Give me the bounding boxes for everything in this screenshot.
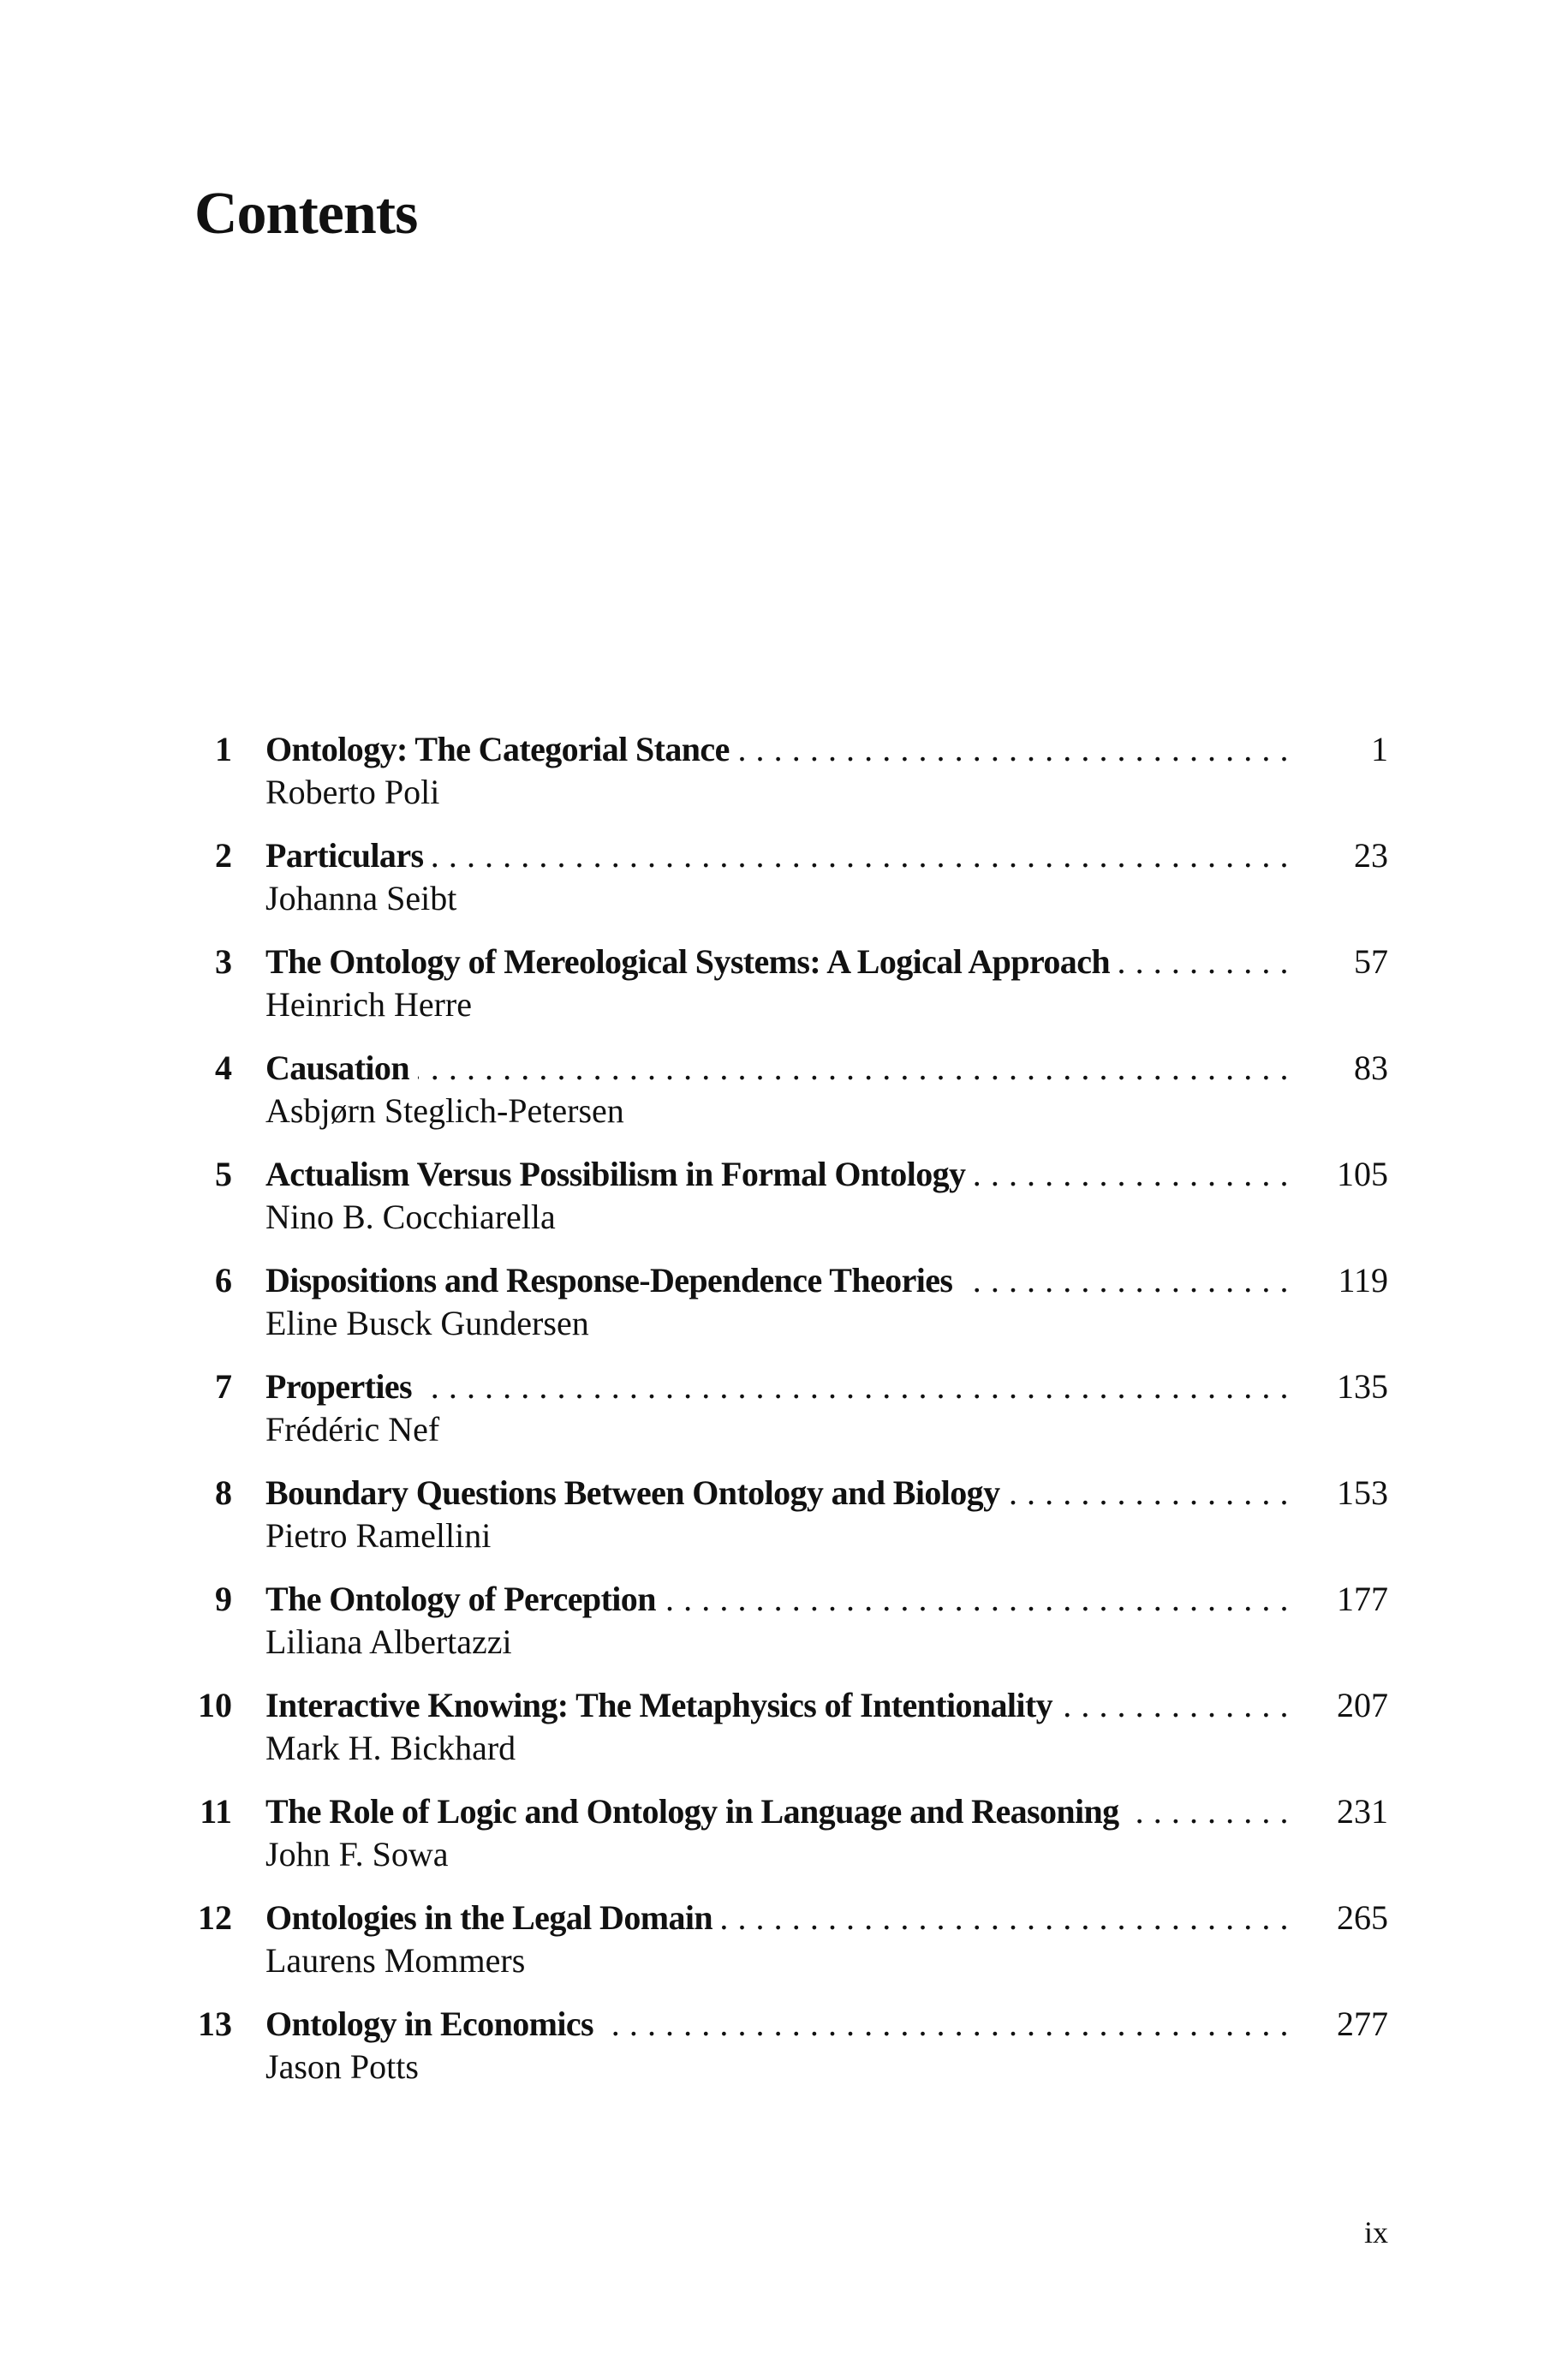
chapter-number: 2 — [215, 836, 232, 875]
chapter-title-leader — [265, 1895, 1289, 1941]
chapter-title: Ontology: The Categorial Stance — [265, 730, 738, 768]
chapter-title-leader — [265, 1258, 1289, 1304]
chapter-author: Eline Busck Gundersen — [265, 1304, 589, 1342]
toc-entry-line — [0, 1151, 1568, 1198]
chapter-title-leader — [265, 833, 1289, 879]
chapter-number: 1 — [215, 730, 232, 768]
chapter-page-number: 265 — [1337, 1898, 1388, 1937]
toc-entry-line — [0, 1364, 1568, 1410]
toc-entry-line — [0, 1682, 1568, 1729]
chapter-title: Ontology in Economics — [265, 2005, 602, 2043]
chapter-title: Causation — [265, 1049, 418, 1087]
chapter-page-number: 119 — [1338, 1261, 1388, 1300]
chapter-page-number: 231 — [1337, 1792, 1388, 1831]
chapter-author: John F. Sowa — [265, 1835, 449, 1873]
chapter-page-number: 277 — [1337, 2005, 1388, 2043]
chapter-number: 12 — [198, 1898, 232, 1937]
toc-entry-line — [0, 2001, 1568, 2047]
toc-entry-line — [0, 726, 1568, 773]
chapter-page-number: 57 — [1354, 942, 1388, 981]
chapter-number: 10 — [198, 1686, 232, 1724]
chapter-title: The Ontology of Perception — [265, 1580, 665, 1618]
chapter-title: Boundary Questions Between Ontology and Biology — [265, 1473, 1008, 1512]
toc-entry-line — [0, 1895, 1568, 1941]
chapter-page-number: 105 — [1337, 1155, 1388, 1193]
toc-entry-line — [0, 1789, 1568, 1835]
chapter-number: 6 — [215, 1261, 232, 1300]
chapter-author: Nino B. Cocchiarella — [265, 1198, 556, 1236]
toc-entry — [0, 726, 1568, 833]
chapter-author: Heinrich Herre — [265, 985, 472, 1024]
chapter-number: 9 — [215, 1580, 232, 1618]
chapter-title-leader — [265, 1576, 1289, 1622]
chapter-title: Actualism Versus Possibilism in Formal Ontology — [265, 1155, 974, 1193]
chapter-title-leader — [265, 939, 1289, 985]
toc-entry-line — [0, 833, 1568, 879]
chapter-title: The Ontology of Mereological Systems: A Logical Approach — [265, 942, 1118, 981]
chapter-title: Ontologies in the Legal Domain — [265, 1898, 721, 1937]
toc-entry-line — [0, 1045, 1568, 1091]
toc-entry — [0, 1151, 1568, 1258]
chapter-author: Mark H. Bickhard — [265, 1729, 516, 1767]
chapter-author: Johanna Seibt — [265, 879, 457, 917]
toc-entry — [0, 2001, 1568, 2107]
chapter-title-leader — [265, 1682, 1289, 1729]
chapter-title-leader — [265, 1470, 1289, 1516]
toc-entry — [0, 1576, 1568, 1682]
chapter-author: Asbjørn Steglich-Petersen — [265, 1091, 624, 1130]
chapter-page-number: 207 — [1337, 1686, 1388, 1724]
chapter-number: 4 — [215, 1049, 232, 1087]
chapter-title: The Role of Logic and Ontology in Language and Reasoning — [265, 1792, 1128, 1831]
chapter-title-leader — [265, 1045, 1289, 1091]
toc-entry — [0, 1682, 1568, 1789]
chapter-title: Dispositions and Response-Dependence Theories — [265, 1261, 961, 1300]
toc-entry — [0, 1045, 1568, 1151]
chapter-title-leader — [265, 1151, 1289, 1198]
toc-entry — [0, 833, 1568, 939]
toc-entry — [0, 1258, 1568, 1364]
chapter-page-number: 83 — [1354, 1049, 1388, 1087]
chapter-title-leader — [265, 2001, 1289, 2047]
chapter-number: 8 — [215, 1473, 232, 1512]
page-folio: ix — [1363, 2215, 1388, 2250]
chapter-number: 7 — [215, 1367, 232, 1406]
chapter-title: Particulars — [265, 836, 432, 875]
chapter-title-leader — [265, 726, 1289, 773]
chapter-page-number: 23 — [1354, 836, 1388, 875]
toc-entry-line — [0, 939, 1568, 985]
chapter-number: 13 — [198, 2005, 232, 2043]
chapter-author: Liliana Albertazzi — [265, 1622, 512, 1661]
toc-entry — [0, 1895, 1568, 2001]
chapter-number: 3 — [215, 942, 232, 981]
chapter-title-leader — [265, 1364, 1289, 1410]
toc-entry — [0, 939, 1568, 1045]
chapter-author: Laurens Mommers — [265, 1941, 526, 1980]
toc-entry-line — [0, 1470, 1568, 1516]
toc-entry — [0, 1364, 1568, 1470]
chapter-page-number: 177 — [1337, 1580, 1388, 1618]
page-title: Contents — [194, 181, 418, 247]
table-of-contents — [0, 726, 1568, 2107]
chapter-author: Jason Potts — [265, 2047, 419, 2086]
toc-entry-line — [0, 1258, 1568, 1304]
toc-entry — [0, 1789, 1568, 1895]
chapter-page-number: 135 — [1337, 1367, 1388, 1406]
chapter-title: Interactive Knowing: The Metaphysics of Intentionality — [265, 1686, 1061, 1724]
chapter-author: Pietro Ramellini — [265, 1516, 492, 1555]
chapter-number: 5 — [215, 1155, 232, 1193]
chapter-title: Properties — [265, 1367, 420, 1406]
toc-entry-line — [0, 1576, 1568, 1622]
chapter-page-number: 1 — [1371, 730, 1388, 768]
toc-entry — [0, 1470, 1568, 1576]
chapter-number: 11 — [200, 1792, 232, 1831]
chapter-page-number: 153 — [1337, 1473, 1388, 1512]
chapter-author: Frédéric Nef — [265, 1410, 440, 1449]
chapter-author: Roberto Poli — [265, 773, 440, 811]
chapter-title-leader — [265, 1789, 1289, 1835]
